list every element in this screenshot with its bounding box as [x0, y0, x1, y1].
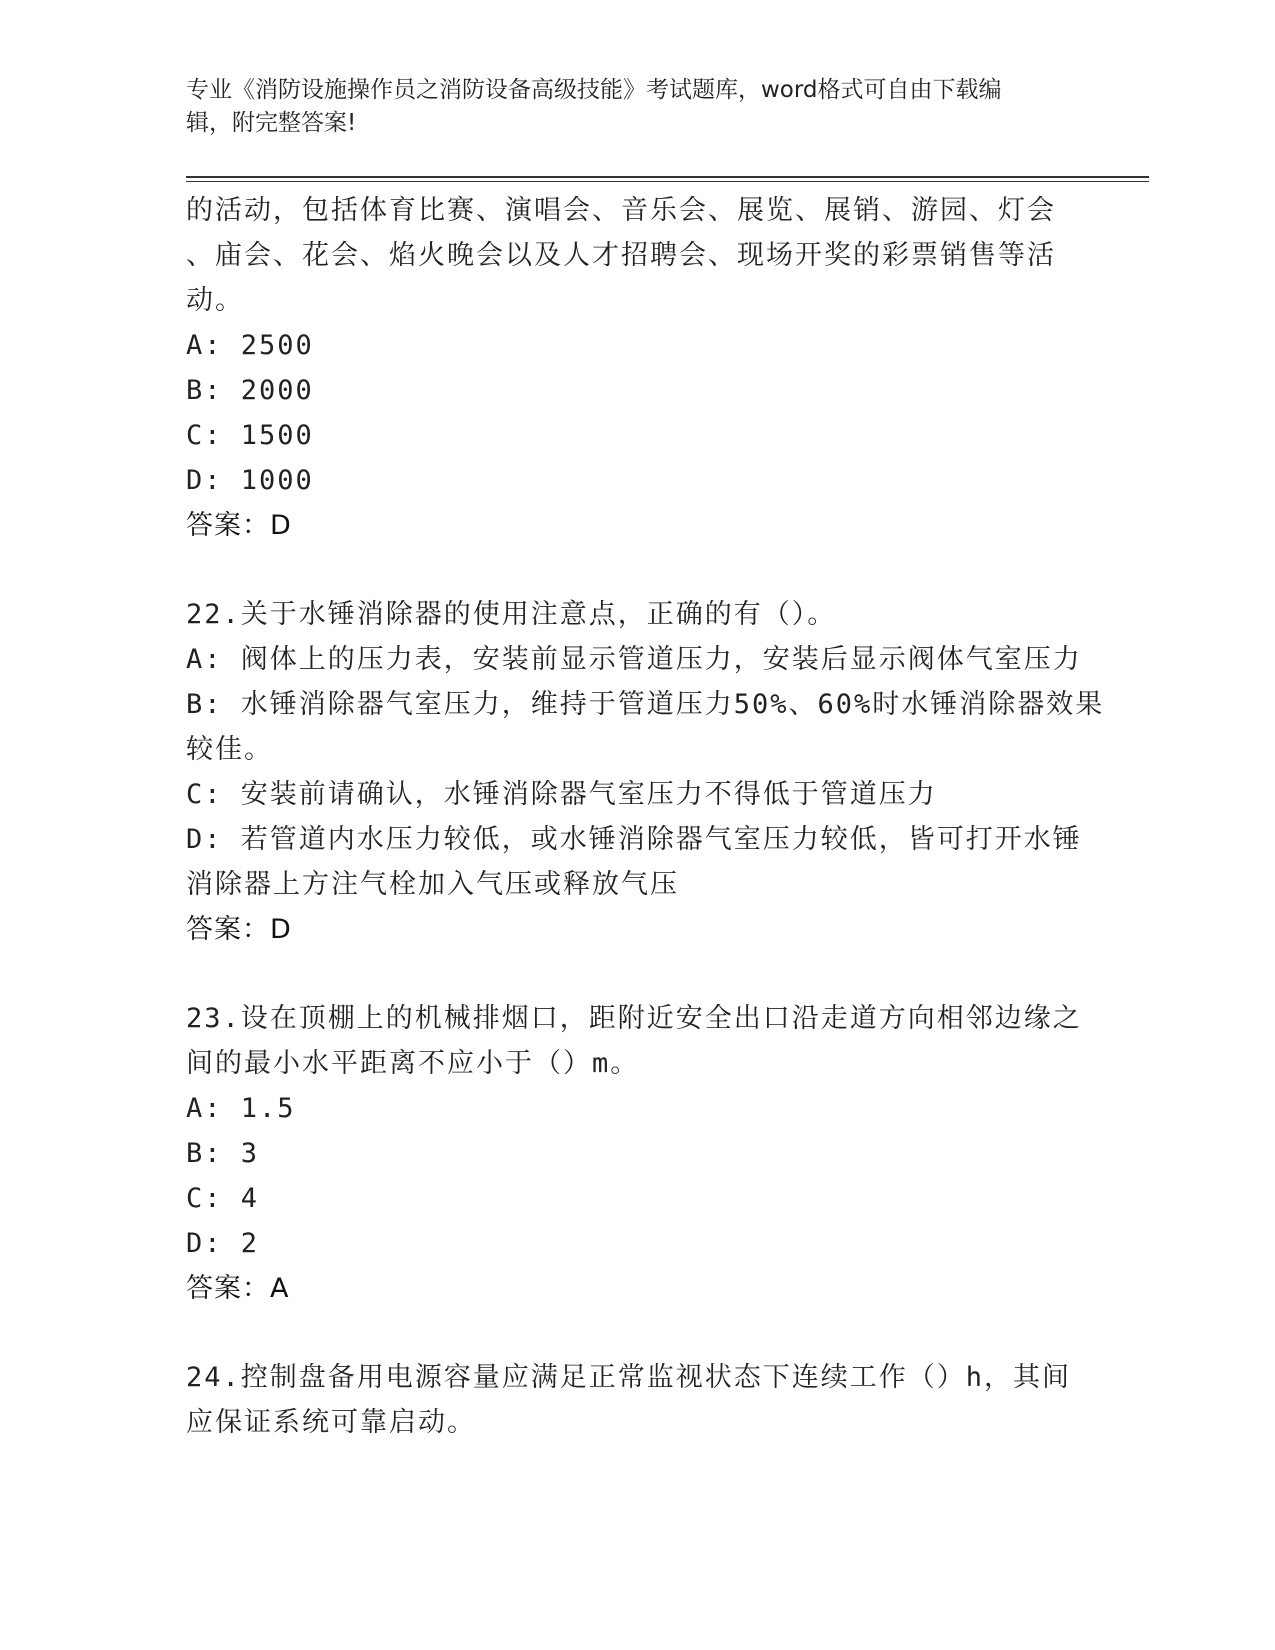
question-22	[186, 592, 1105, 952]
question-23-option-d: D: 2	[186, 1228, 260, 1259]
spacer	[186, 1311, 1086, 1355]
question-21-text-line-1: 的活动，包括体育比赛、演唱会、音乐会、展览、展销、游园、灯会	[186, 195, 1056, 226]
question-21-option-d: D: 1000	[186, 465, 314, 496]
question-21-option-a: A: 2500	[186, 330, 314, 361]
question-21	[186, 188, 1086, 548]
header-intro-line-2: 辑，附完整答案!	[186, 110, 357, 136]
question-21-answer: 答案：D	[186, 510, 292, 541]
question-21-option-b: B: 2000	[186, 375, 314, 406]
question-23-option-c: C: 4	[186, 1183, 260, 1214]
question-21-text-line-2: 、庙会、花会、焰火晚会以及人才招聘会、现场开奖的彩票销售等活	[186, 240, 1056, 271]
header-divider-thick	[186, 176, 1149, 178]
question-21-text-line-3: 动。	[186, 285, 244, 316]
spacer	[186, 548, 1086, 592]
spacer	[186, 952, 1086, 996]
question-22-option-c: C: 安装前请确认，水锤消除器气室压力不得低于管道压力	[186, 779, 937, 810]
question-23	[186, 996, 1086, 1311]
question-24	[186, 1355, 1086, 1445]
question-24-stem-line-2: 应保证系统可靠启动。	[186, 1407, 476, 1438]
question-24-stem-line-1: 24.控制盘备用电源容量应满足正常监视状态下连续工作（）h，其间	[186, 1362, 1072, 1393]
question-23-stem-line-2: 间的最小水平距离不应小于（）m。	[186, 1048, 640, 1079]
question-21-option-c: C: 1500	[186, 420, 314, 451]
question-22-option-a: A: 阀体上的压力表，安装前显示管道压力，安装后显示阀体气室压力	[186, 644, 1082, 675]
header-divider-thin	[186, 181, 1149, 182]
question-22-option-d-line-1: D: 若管道内水压力较低，或水锤消除器气室压力较低，皆可打开水锤	[186, 824, 1082, 855]
question-22-option-b-line-2: 较佳。	[186, 734, 273, 765]
question-22-answer: 答案：D	[186, 914, 292, 945]
question-content	[186, 188, 1105, 1445]
question-22-option-d-line-2: 消除器上方注气栓加入气压或释放气压	[186, 869, 679, 900]
question-22-stem: 22.关于水锤消除器的使用注意点，正确的有（）。	[186, 599, 837, 630]
question-22-option-b-line-1: B: 水锤消除器气室压力，维持于管道压力50%、60%时水锤消除器效果	[186, 689, 1105, 720]
question-23-option-b: B: 3	[186, 1138, 260, 1169]
question-23-stem-line-1: 23.设在顶棚上的机械排烟口，距附近安全出口沿走道方向相邻边缘之	[186, 1003, 1082, 1034]
header-intro-line-1: 专业《消防设施操作员之消防设备高级技能》考试题库，word格式可自由下载编	[186, 77, 1002, 103]
document-header	[186, 74, 1066, 140]
question-23-option-a: A: 1.5	[186, 1093, 296, 1124]
question-23-answer: 答案：A	[186, 1273, 290, 1304]
